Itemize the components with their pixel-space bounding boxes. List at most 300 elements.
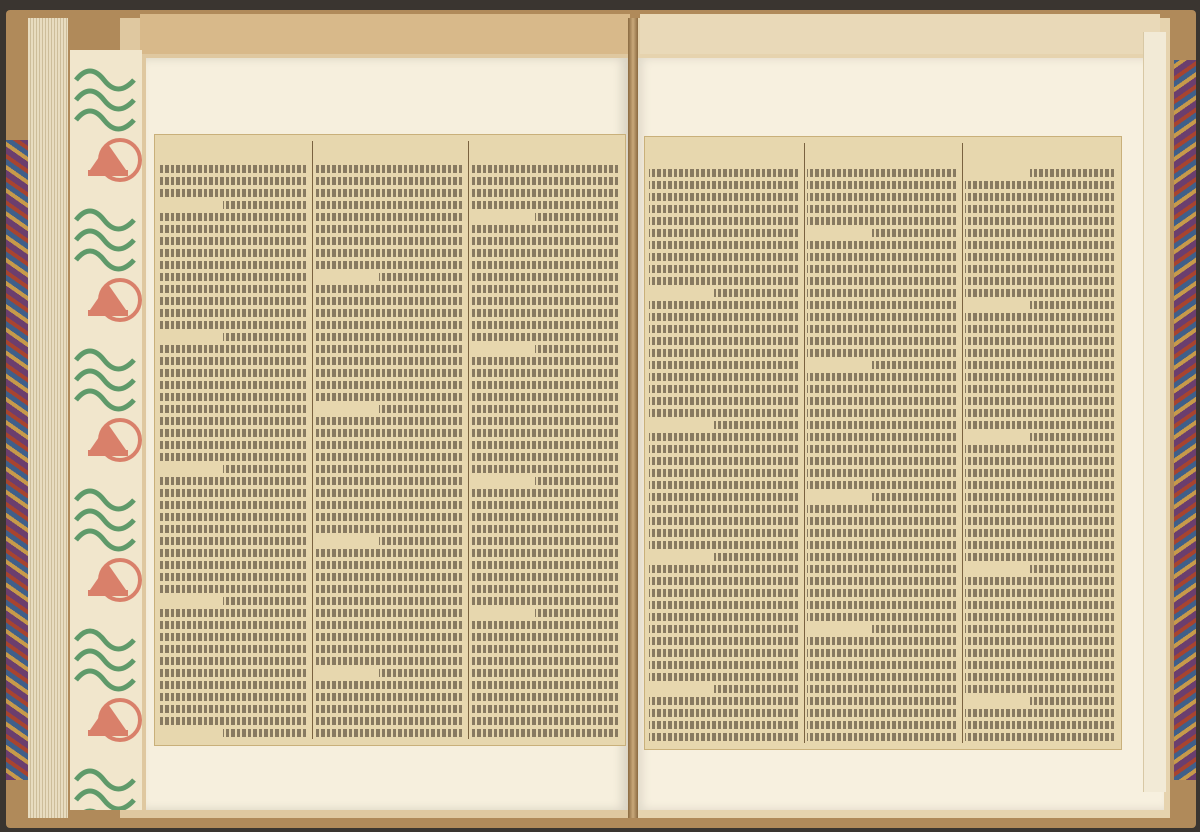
printed-text-line (965, 397, 1114, 405)
printed-text-line (649, 457, 798, 465)
printed-text-line (471, 249, 618, 257)
printed-text-line (315, 549, 462, 557)
printed-text-line (965, 505, 1114, 513)
printed-text-line (471, 585, 618, 593)
printed-text-line (224, 333, 307, 341)
printed-text-line (159, 633, 306, 641)
printed-text-line (649, 493, 798, 501)
printed-text-line (159, 489, 306, 497)
printed-text-line (315, 321, 462, 329)
printed-text-line (380, 405, 463, 413)
printed-text-line (807, 217, 956, 225)
printed-text-line (649, 313, 798, 321)
printed-text-line (315, 609, 462, 617)
printed-text-line (807, 457, 956, 465)
printed-text-line (315, 465, 462, 473)
printed-text-line (649, 325, 798, 333)
printed-text-line (471, 669, 618, 677)
printed-text-line (965, 517, 1114, 525)
printed-text-line (159, 705, 306, 713)
printed-text-line (965, 577, 1114, 585)
printed-text-line (315, 189, 462, 197)
column-rule (804, 143, 805, 743)
printed-text-line (159, 657, 306, 665)
printed-text-line (471, 729, 618, 737)
printed-text-line (807, 541, 956, 549)
printed-text-line (159, 321, 306, 329)
printed-text-line (224, 729, 307, 737)
printed-text-line (315, 705, 462, 713)
printed-text-line (471, 261, 618, 269)
printed-text-line (807, 253, 956, 261)
printed-text-line (315, 177, 462, 185)
printed-text-line (965, 529, 1114, 537)
printed-text-line (159, 393, 306, 401)
printed-text-line (159, 177, 306, 185)
printed-text-line (315, 213, 462, 221)
printed-text-line (649, 577, 798, 585)
printed-text-line (471, 561, 618, 569)
printed-text-line (807, 553, 956, 561)
printed-text-line (807, 601, 956, 609)
printed-text-line (471, 225, 618, 233)
printed-text-line (315, 489, 462, 497)
printed-text-line (471, 189, 618, 197)
printed-text-line (159, 537, 306, 545)
printed-text-line (315, 297, 462, 305)
printed-text-line (224, 201, 307, 209)
printed-text-line (807, 673, 956, 681)
printed-text-line (807, 661, 956, 669)
printed-text-line (471, 309, 618, 317)
printed-text-line (649, 253, 798, 261)
clipping-column (315, 139, 465, 741)
printed-text-line (872, 229, 956, 237)
printed-text-line (807, 181, 956, 189)
printed-text-line (649, 181, 798, 189)
printed-text-line (471, 705, 618, 713)
printed-text-line (649, 469, 798, 477)
printed-text-line (649, 169, 798, 177)
printed-text-line (649, 721, 798, 729)
printed-text-line (649, 205, 798, 213)
printed-text-line (315, 525, 462, 533)
clipping-column (159, 139, 309, 741)
printed-text-line (315, 717, 462, 725)
printed-text-line (807, 685, 956, 693)
printed-text-line (315, 513, 462, 521)
printed-text-line (159, 513, 306, 521)
printed-text-line (471, 513, 618, 521)
printed-text-line (649, 625, 798, 633)
printed-text-line (536, 213, 619, 221)
printed-text-line (315, 645, 462, 653)
printed-text-line (471, 333, 618, 341)
printed-text-line (965, 361, 1114, 369)
printed-text-line (315, 237, 462, 245)
printed-text-line (159, 645, 306, 653)
newspaper-clipping-right (644, 136, 1122, 750)
printed-text-line (965, 601, 1114, 609)
printed-text-line (471, 573, 618, 581)
printed-text-line (807, 577, 956, 585)
printed-text-line (471, 321, 618, 329)
printed-text-line (965, 217, 1114, 225)
printed-text-line (965, 241, 1114, 249)
printed-text-line (159, 453, 306, 461)
printed-text-line (471, 465, 618, 473)
printed-text-line (965, 181, 1114, 189)
printed-text-line (965, 733, 1114, 741)
printed-text-line (965, 493, 1114, 501)
printed-text-line (965, 445, 1114, 453)
newspaper-clipping-left (154, 134, 626, 746)
printed-text-line (649, 505, 798, 513)
printed-text-line (965, 613, 1114, 621)
printed-text-line (471, 645, 618, 653)
printed-text-line (1030, 169, 1114, 177)
printed-text-line (380, 273, 463, 281)
printed-text-line (965, 457, 1114, 465)
printed-text-line (965, 385, 1114, 393)
printed-text-line (471, 537, 618, 545)
printed-text-line (807, 589, 956, 597)
printed-text-line (807, 529, 956, 537)
printed-text-line (471, 285, 618, 293)
printed-text-line (807, 505, 956, 513)
printed-text-line (159, 585, 306, 593)
printed-text-line (807, 637, 956, 645)
printed-text-line (315, 345, 462, 353)
printed-text-line (315, 585, 462, 593)
printed-text-line (649, 697, 798, 705)
printed-text-line (159, 297, 306, 305)
printed-text-line (315, 225, 462, 233)
printed-text-line (965, 289, 1114, 297)
printed-text-line (471, 693, 618, 701)
printed-text-line (807, 397, 956, 405)
printed-text-line (315, 165, 462, 173)
printed-text-line (714, 685, 798, 693)
printed-text-line (471, 201, 618, 209)
printed-text-line (159, 525, 306, 533)
printed-text-line (315, 417, 462, 425)
printed-text-line (807, 349, 956, 357)
printed-text-line (807, 193, 956, 201)
printed-text-line (807, 337, 956, 345)
printed-text-line (807, 445, 956, 453)
printed-text-line (872, 493, 956, 501)
printed-text-line (965, 709, 1114, 717)
printed-text-line (536, 477, 619, 485)
printed-text-line (315, 381, 462, 389)
printed-text-line (471, 681, 618, 689)
printed-text-line (965, 205, 1114, 213)
printed-text-line (471, 297, 618, 305)
printed-text-line (471, 717, 618, 725)
printed-text-line (315, 657, 462, 665)
printed-text-line (649, 517, 798, 525)
printed-text-line (159, 669, 306, 677)
printed-text-line (965, 661, 1114, 669)
printed-text-line (649, 193, 798, 201)
printed-text-line (471, 597, 618, 605)
printed-text-line (315, 369, 462, 377)
printed-text-line (649, 361, 798, 369)
paper-slip (1143, 32, 1166, 792)
endpaper-pattern (70, 50, 142, 810)
printed-text-line (471, 489, 618, 497)
printed-text-line (159, 429, 306, 437)
printed-text-line (315, 441, 462, 449)
printed-text-line (315, 597, 462, 605)
printed-text-line (159, 213, 306, 221)
printed-text-line (807, 277, 956, 285)
printed-text-line (471, 237, 618, 245)
printed-text-line (380, 669, 463, 677)
printed-text-line (649, 649, 798, 657)
printed-text-line (965, 325, 1114, 333)
marbled-edge-right (1174, 60, 1196, 780)
printed-text-line (965, 421, 1114, 429)
column-rule (468, 141, 469, 739)
printed-text-line (649, 613, 798, 621)
printed-text-line (471, 369, 618, 377)
printed-text-line (807, 313, 956, 321)
printed-text-line (807, 733, 956, 741)
printed-text-line (649, 445, 798, 453)
printed-text-line (159, 357, 306, 365)
printed-text-line (965, 673, 1114, 681)
printed-text-line (159, 225, 306, 233)
column-rule (962, 143, 963, 743)
printed-text-line (1030, 697, 1114, 705)
printed-text-line (471, 273, 618, 281)
printed-text-line (315, 357, 462, 365)
printed-text-line (224, 465, 307, 473)
printed-text-line (714, 421, 798, 429)
printed-text-line (965, 649, 1114, 657)
printed-text-line (649, 733, 798, 741)
printed-text-line (159, 693, 306, 701)
printed-text-line (807, 721, 956, 729)
printed-text-line (380, 537, 463, 545)
printed-text-line (649, 709, 798, 717)
printed-text-line (224, 597, 307, 605)
printed-text-line (649, 373, 798, 381)
printed-text-line (714, 553, 798, 561)
printed-text-line (649, 337, 798, 345)
printed-text-line (965, 541, 1114, 549)
printed-text-line (159, 285, 306, 293)
printed-text-line (965, 229, 1114, 237)
printed-text-line (159, 681, 306, 689)
printed-text-line (965, 481, 1114, 489)
printed-text-line (315, 249, 462, 257)
printed-text-line (471, 177, 618, 185)
printed-text-line (159, 369, 306, 377)
printed-text-line (649, 349, 798, 357)
printed-text-line (965, 313, 1114, 321)
printed-text-line (471, 453, 618, 461)
printed-text-line (649, 229, 798, 237)
top-band-right (640, 14, 1160, 54)
printed-text-line (471, 657, 618, 665)
printed-text-line (315, 633, 462, 641)
top-band-left (140, 14, 630, 54)
printed-text-line (965, 265, 1114, 273)
printed-text-line (649, 217, 798, 225)
printed-text-line (807, 565, 956, 573)
printed-text-line (807, 649, 956, 657)
printed-text-line (807, 385, 956, 393)
printed-text-line (159, 273, 306, 281)
printed-text-line (807, 433, 956, 441)
printed-text-line (159, 381, 306, 389)
printed-text-line (649, 385, 798, 393)
printed-text-line (649, 433, 798, 441)
printed-text-line (649, 637, 798, 645)
printed-text-line (471, 429, 618, 437)
printed-text-line (649, 241, 798, 249)
printed-text-line (315, 477, 462, 485)
printed-text-line (807, 373, 956, 381)
printed-text-line (159, 609, 306, 617)
printed-text-line (159, 441, 306, 449)
printed-text-line (649, 673, 798, 681)
printed-text-line (471, 393, 618, 401)
printed-text-line (315, 573, 462, 581)
printed-text-line (315, 681, 462, 689)
printed-text-line (159, 309, 306, 317)
printed-text-line (315, 333, 462, 341)
printed-text-line (471, 405, 618, 413)
clipping-column (807, 141, 959, 745)
printed-text-line (807, 301, 956, 309)
printed-text-line (807, 325, 956, 333)
printed-text-line (315, 393, 462, 401)
printed-text-line (807, 469, 956, 477)
printed-text-line (965, 373, 1114, 381)
clipping-column (965, 141, 1117, 745)
printed-text-line (965, 409, 1114, 417)
printed-text-line (807, 421, 956, 429)
printed-text-line (965, 721, 1114, 729)
printed-text-line (807, 265, 956, 273)
printed-text-line (471, 381, 618, 389)
printed-text-line (807, 709, 956, 717)
printed-text-line (315, 309, 462, 317)
printed-text-line (471, 525, 618, 533)
printed-text-line (872, 361, 956, 369)
printed-text-line (471, 501, 618, 509)
printed-text-line (965, 637, 1114, 645)
printed-text-line (649, 565, 798, 573)
printed-text-line (536, 609, 619, 617)
printed-text-line (471, 621, 618, 629)
printed-text-line (965, 589, 1114, 597)
printed-text-line (649, 661, 798, 669)
clipping-column (471, 139, 621, 741)
printed-text-line (649, 409, 798, 417)
printed-text-line (649, 397, 798, 405)
printed-text-line (807, 241, 956, 249)
printed-text-line (159, 501, 306, 509)
printed-text-line (159, 417, 306, 425)
printed-text-line (159, 237, 306, 245)
marbled-edge-left (6, 140, 28, 780)
printed-text-line (807, 205, 956, 213)
printed-text-line (471, 633, 618, 641)
printed-text-line (807, 409, 956, 417)
printed-text-line (807, 481, 956, 489)
printed-text-line (159, 165, 306, 173)
printed-text-line (965, 625, 1114, 633)
printed-text-line (649, 265, 798, 273)
printed-text-line (649, 481, 798, 489)
printed-text-line (965, 685, 1114, 693)
book-gutter (628, 18, 638, 818)
printed-text-line (315, 285, 462, 293)
printed-text-line (471, 165, 618, 173)
printed-text-line (471, 441, 618, 449)
printed-text-line (965, 553, 1114, 561)
printed-text-line (315, 429, 462, 437)
printed-text-line (159, 261, 306, 269)
printed-text-line (807, 613, 956, 621)
printed-text-line (315, 693, 462, 701)
printed-text-line (807, 697, 956, 705)
page-stack (28, 18, 68, 818)
printed-text-line (965, 193, 1114, 201)
printed-text-line (159, 717, 306, 725)
printed-text-line (965, 277, 1114, 285)
printed-text-line (872, 625, 956, 633)
printed-text-line (159, 477, 306, 485)
printed-text-line (315, 501, 462, 509)
printed-text-line (159, 345, 306, 353)
printed-text-line (159, 549, 306, 557)
printed-text-line (807, 289, 956, 297)
printed-text-line (649, 301, 798, 309)
printed-text-line (471, 357, 618, 365)
printed-text-line (315, 453, 462, 461)
printed-text-line (159, 561, 306, 569)
printed-text-line (471, 417, 618, 425)
column-rule (312, 141, 313, 739)
printed-text-line (315, 561, 462, 569)
printed-text-line (807, 169, 956, 177)
printed-text-line (159, 405, 306, 413)
printed-text-line (536, 345, 619, 353)
printed-text-line (471, 549, 618, 557)
printed-text-line (714, 289, 798, 297)
printed-text-line (649, 541, 798, 549)
printed-text-line (965, 469, 1114, 477)
clipping-column (649, 141, 801, 745)
printed-text-line (159, 249, 306, 257)
printed-text-line (315, 261, 462, 269)
printed-text-line (649, 601, 798, 609)
printed-text-line (649, 277, 798, 285)
printed-text-line (315, 201, 462, 209)
printed-text-line (159, 621, 306, 629)
printed-text-line (315, 729, 462, 737)
printed-text-line (1030, 565, 1114, 573)
printed-text-line (965, 337, 1114, 345)
printed-text-line (315, 621, 462, 629)
printed-text-line (807, 517, 956, 525)
